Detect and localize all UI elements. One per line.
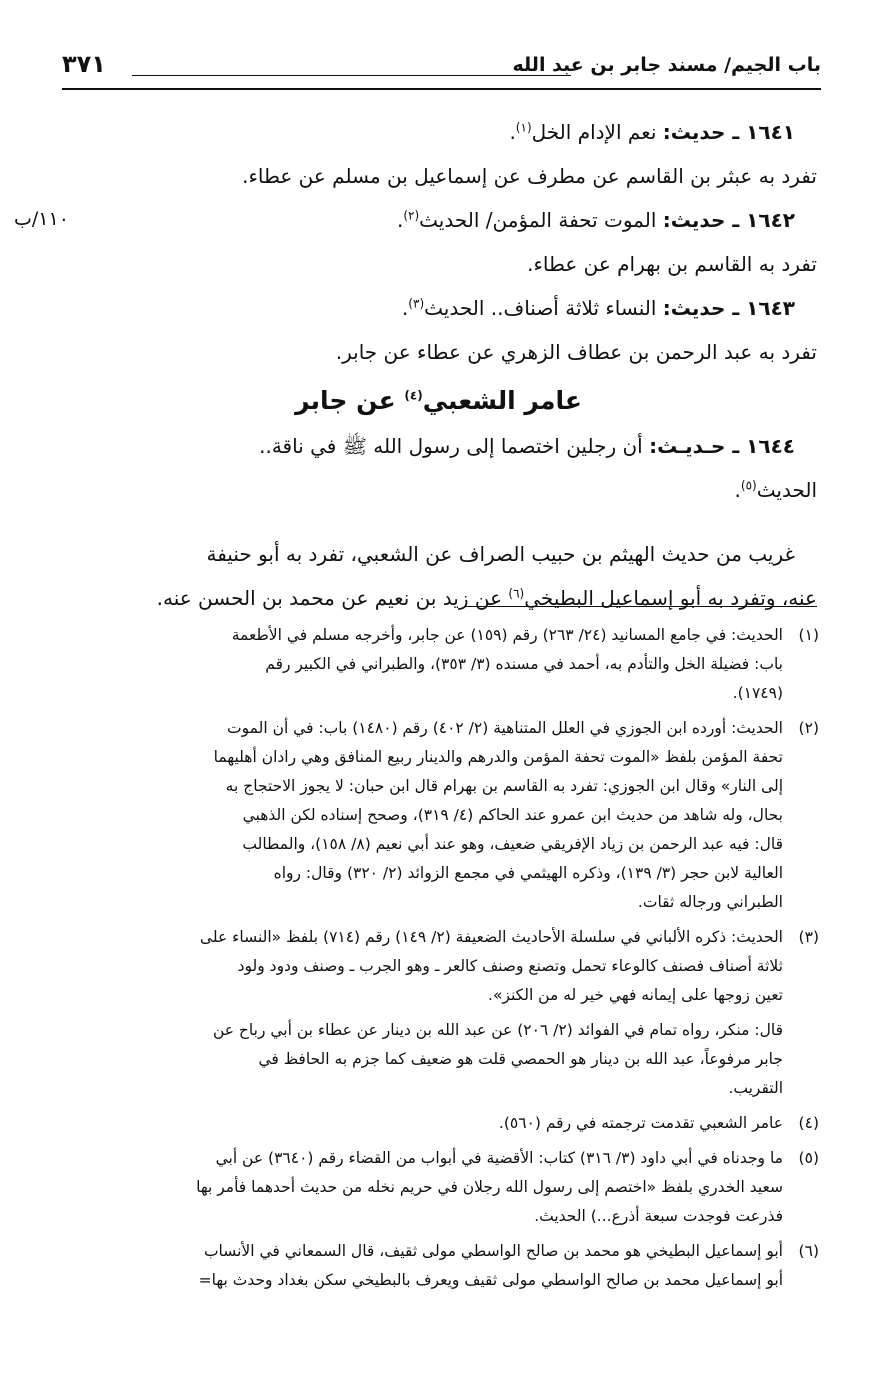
footnote-line: فذرعت فوجدت سبعة أذرع...) الحديث. [534, 1207, 783, 1225]
footnote-ref: (٢) [403, 208, 420, 223]
footnote-2 [60, 714, 819, 917]
footnote-number: (٥) [798, 1149, 819, 1167]
hadith-1643-note: تفرد به عبد الرحمن بن عطاف الزهري عن عطاء عن جابر. [335, 340, 817, 364]
hadith-1643 [60, 286, 817, 330]
hadith-text: نعم الإدام الخل [531, 120, 663, 144]
hadith-text: أن رجلين اختصما إلى رسول الله ﷺ في ناقة.. [259, 434, 650, 458]
footnote-ref: (٥) [740, 478, 757, 493]
hadith-text: النساء ثلاثة أصناف.. الحديث [424, 296, 663, 320]
hadith-lead: ١٦٤١ ـ حديث: [662, 120, 795, 144]
footnote-line: تعين زوجها على إيمانه فهي خير له من الكنز». [488, 986, 783, 1004]
commentary-text: عنه، وتفرد به أبو إسماعيل البطيخي [524, 586, 817, 610]
commentary-line-1: غريب من حديث الهيثم بن حبيب الصراف عن الشعبي، تفرد به أبو حنيفة [206, 542, 795, 566]
hadith-1642-note: تفرد به القاسم بن بهرام عن عطاء. [527, 252, 817, 276]
hadith-1644-cont [60, 468, 817, 512]
footnote-line: التقريب. [728, 1079, 783, 1097]
footnote-line: قال: منكر، رواه تمام في الفوائد (٢/ ٢٠٦) عن عبد الله بن دينار عن عطاء بن أبي رباح عن [212, 1021, 783, 1039]
footnote-ref: (٣) [408, 296, 425, 311]
section-heading-name: عامر الشعبي [422, 386, 582, 415]
footnote-line: الحديث: في جامع المسانيد (٢٤/ ٢٦٣) رقم (١٥٩) عن جابر، وأخرجه مسلم في الأطعمة [231, 626, 783, 644]
main-text [60, 110, 817, 620]
hadith-1642 [60, 198, 817, 242]
footnote-line: قال: فيه عبد الرحمن بن زياد الإفريقي ضعيف، وهو عند أبي نعيم (٨/ ١٥٨)، والمطالب [242, 835, 783, 853]
footnote-line: ثلاثة أصناف فصنف كالوعاء تحمل وتصنع وصنف كالعر ـ وهو الجرب ـ وصنف ودود ولود [237, 957, 783, 975]
footnote-line: الحديث: أورده ابن الجوزي في العلل المتناهية (٢/ ٤٠٢) رقم (١٤٨٠) باب: في أن الموت [227, 719, 783, 737]
footnote-line: إلى النار» وقال ابن الجوزي: تفرد به القاسم بن بهرام قال ابن حبان: لا يجوز الاحتجاج به [225, 777, 783, 795]
footnote-line: عامر الشعبي تقدمت ترجمته في رقم (٥٦٠). [498, 1114, 783, 1132]
hadith-1644 [60, 424, 817, 468]
hadith-1641 [60, 110, 817, 154]
header-title: باب الجيم/ مسند جابر بن عبد الله [512, 54, 821, 76]
footnote-ref: (١) [515, 120, 532, 135]
footnote-line: الطبراني ورجاله ثقات. [637, 893, 783, 911]
commentary-text: عن زيد بن نعيم عن محمد بن الحسن عنه. [156, 586, 509, 610]
hadith-end: . [734, 478, 741, 502]
footnote-paragraph [60, 1016, 783, 1103]
footnote-line: (١٧٤٩). [732, 684, 783, 702]
footnote-number: (٦) [798, 1242, 819, 1260]
footnote-line: جابر مرفوعاً، عبد الله بن دينار هو الحمصي قلت هو ضعيف كما جزم به الحافظ في [258, 1050, 783, 1068]
footnote-line: تحفة المؤمن بلفظ «الموت تحفة المؤمن والدرهم والدينار ربيع المنافق وهي رادان أهليهما [213, 748, 783, 766]
header-rule [62, 88, 821, 90]
hadith-end: . [396, 208, 404, 232]
footnote-line: ما وجدناه في أبي داود (٣/ ٣١٦) كتاب: الأقضية في أبواب من القضاء رقم (٣٦٤٠) عن أبي [215, 1149, 783, 1167]
running-header [62, 50, 821, 90]
hadith-lead: ١٦٤٤ ـ حـديـث: [649, 434, 795, 458]
footnote-ref: (٤) [404, 388, 423, 403]
footnote-ref: (٦) [508, 586, 525, 601]
footnote-separator [466, 606, 817, 607]
footnote-number: (١) [798, 626, 819, 644]
page-number: ٣٧١ [62, 50, 106, 78]
hadith-text: الموت تحفة المؤمن/ الحديث [419, 208, 663, 232]
footnote-line: باب: فضيلة الخل والتأدم به، أحمد في مسنده (٣/ ٣٥٣)، والطبراني في الكبير رقم [265, 655, 783, 673]
hadith-lead: ١٦٤٣ ـ حديث: [662, 296, 795, 320]
section-heading-suffix: عن جابر [295, 386, 405, 415]
footnote-line: الحديث: ذكره الألباني في سلسلة الأحاديث الضعيفة (٢/ ١٤٩) رقم (٧١٤) بلفظ «النساء على [199, 928, 783, 946]
hadith-lead: ١٦٤٢ ـ حديث: [662, 208, 795, 232]
footnote-6 [60, 1237, 819, 1295]
footnote-number: (٣) [798, 928, 819, 946]
hadith-text: الحديث [756, 478, 817, 502]
commentary-line-2 [60, 576, 817, 620]
footnote-5 [60, 1144, 819, 1231]
hadith-end: . [509, 120, 516, 144]
footnote-1 [60, 621, 819, 708]
hadith-1641-note: تفرد به عبثر بن القاسم عن مطرف عن إسماعيل بن مسلم عن عطاء. [242, 164, 817, 188]
footnote-line: بحال، وله شاهد من حديث ابن عمرو عند الحاكم (٤/ ٣١٩)، وصحح إسناده لكن الذهبي [242, 806, 783, 824]
hadith-end: . [401, 296, 409, 320]
header-leader-line [132, 75, 571, 76]
footnote-4 [60, 1109, 819, 1138]
footnote-line: أبو إسماعيل محمد بن صالح الواسطي مولى ثقيف ويعرف بالبطيخي سكن بغداد وحدث بها= [198, 1271, 783, 1289]
footnote-line: العالية لابن حجر (٣/ ١٣٩)، وذكره الهيثمي في مجمع الزوائد (٢/ ٣٢٠) وقال: رواه [273, 864, 783, 882]
footnotes [60, 621, 819, 1301]
manuscript-folio-marker: ١١٠/ب [14, 208, 69, 230]
footnote-line: أبو إسماعيل البطيخي هو محمد بن صالح الواسطي مولى ثقيف، قال السمعاني في الأنساب [203, 1242, 783, 1260]
section-heading [60, 378, 817, 424]
footnote-number: (٤) [798, 1114, 819, 1132]
footnote-3 [60, 923, 819, 1103]
footnote-line: سعيد الخدري بلفظ «اختصم إلى رسول الله رجلان في حريم نخله من حديث أحدهما فأمر بها [196, 1178, 783, 1196]
footnote-number: (٢) [798, 719, 819, 737]
